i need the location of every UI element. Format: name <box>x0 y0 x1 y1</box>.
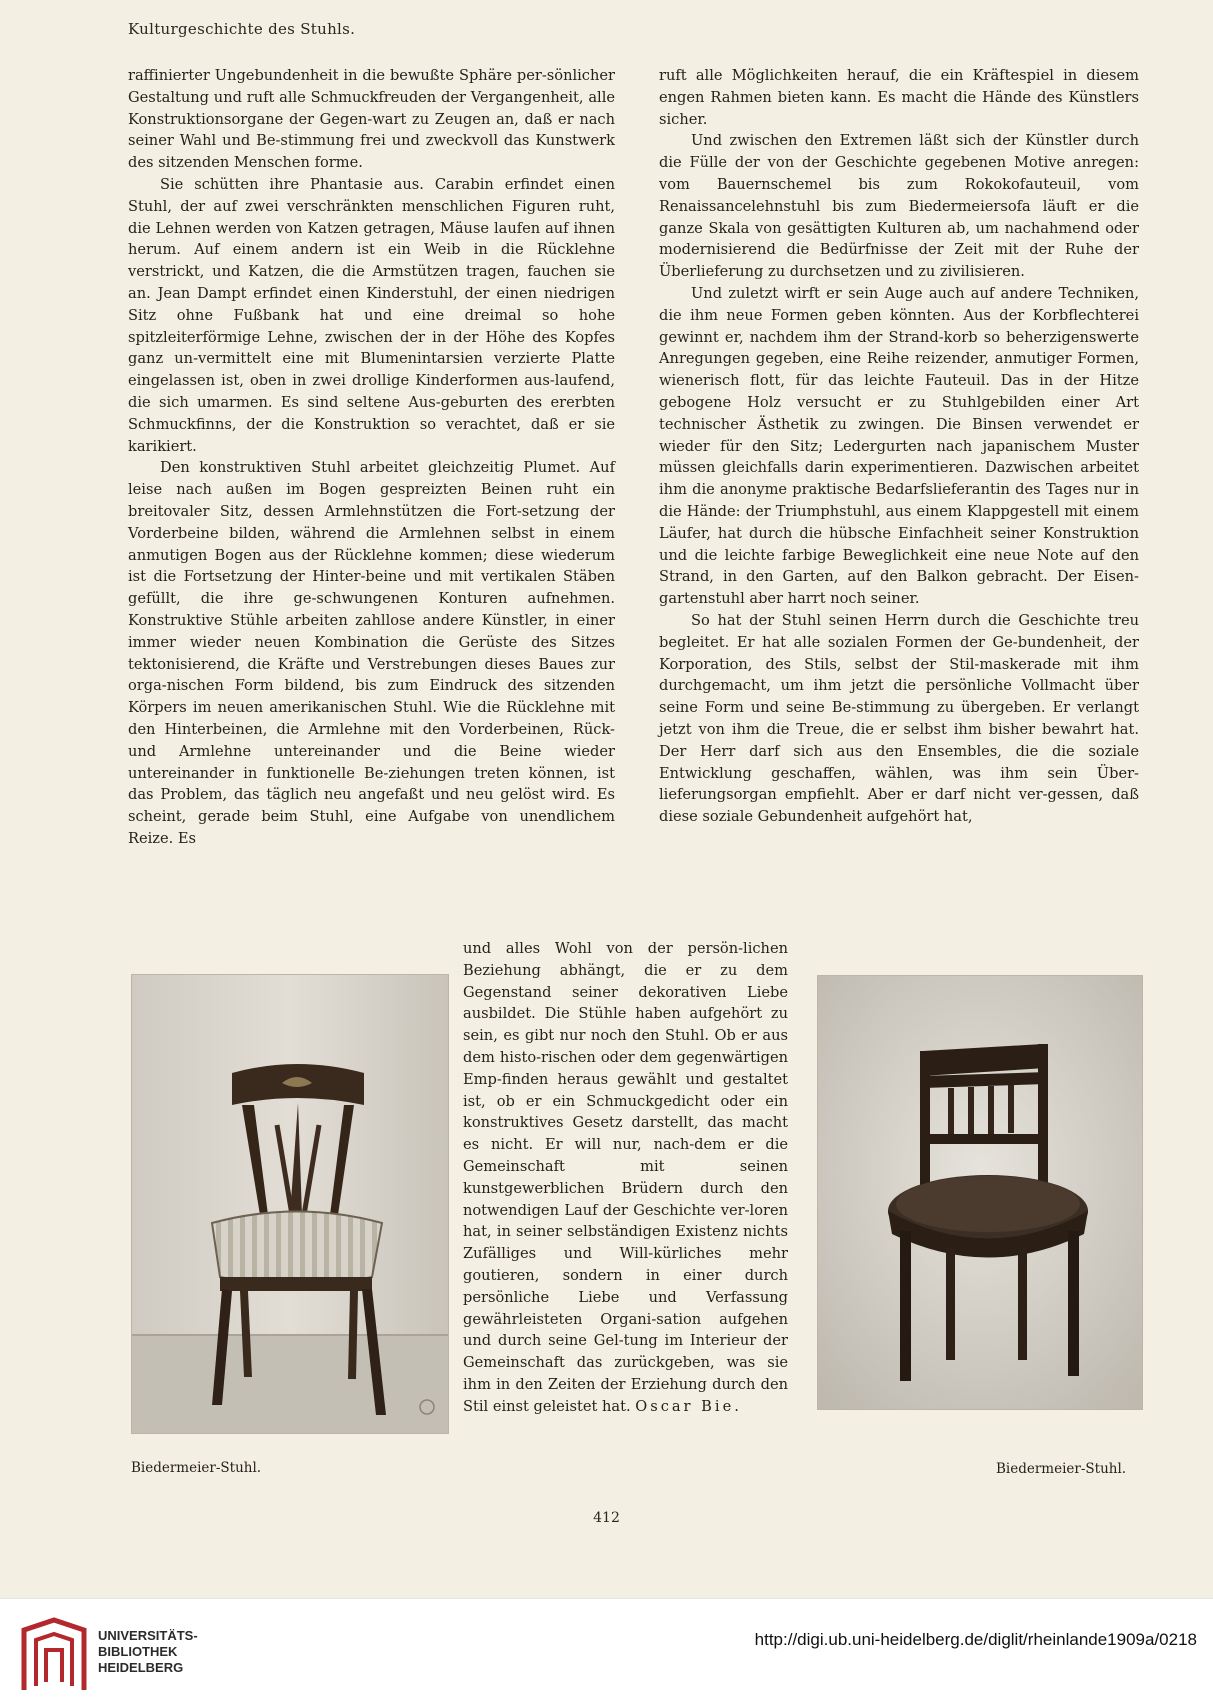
paragraph: ruft alle Möglichkeiten herauf, die ein Kräftespiel in diesem engen Rahmen bieten kann. Es macht die Hände des Künstlers sicher. <box>659 67 1139 128</box>
paragraph <box>463 938 788 1418</box>
paragraph: Sie schütten ihre Phantasie aus. Carabin erfindet einen Stuhl, der auf zwei verschränkten menschlichen Figuren ruht, die Lehnen werden von Katzen getragen, Mäuse laufen auf ihnen herum. Auf einem andern ist ein Weib in die Rücklehne verstrickt, und Katzen, die die Armstützen tragen, fauchen sie an. Jean Dampt erfindet einen Kinderstuhl, der einen niedrigen Sitz ohne Fußbank hat und eine dreimal so hohe spitzleiterförmige Lehne, zwischen der in der Höhe des Kopfes ganz un-vermittelt eine mit Blumenintarsien verzierte Platte eingelassen ist, oben in zwei drollige Kinderformen aus-laufend, die sich umarmen. Es sind seltene Aus-geburten des ererbten Schmuckfinns, der die Konstruktion so verachtet, daß er sie karikiert. <box>128 175 615 455</box>
page-number: 412 <box>593 1510 620 1526</box>
chair-photo-right <box>817 975 1143 1410</box>
author-signature: Oscar Bie. <box>635 1397 742 1415</box>
paragraph: raffinierter Ungebundenheit in die bewußte Sphäre per-sönlicher Gestaltung und ruft alle Schmuckfreuden der Vergangenheit, alle Konstruktionsorgane der Gegen-wart zu Zeugen an, daß er nach seiner Wahl und Be-stimmung frei und zweckvoll das Kunstwerk des sitzenden Menschen forme. <box>128 67 615 172</box>
caption-right: Biedermeier-Stuhl. <box>996 1461 1127 1477</box>
right-text-column <box>659 65 1139 828</box>
paragraph: Den konstruktiven Stuhl arbeitet gleichzeitig Plumet. Auf leise nach außen im Bogen gespreizten Beinen ruht ein breitovaler Sitz, dessen Armlehnstützen die Fort-setzung der Vorderbeine bilden, während die Armlehnen selbst in einem anmutigen Bogen aus der Rücklehne kommen; diese wiederum ist die Fortsetzung der Hinter-beine und mit vertikalen Stäben gefüllt, die ihre ge-schwungenen Konturen aufnehmen. Konstruktive Stühle arbeiten zahllose andere Künstler, in einer immer wieder neuen Kombination die Gerüste des Sitzes tektonisierend, die Kräfte und Verstrebungen dieses Baues zur orga-nischen Form bildend, bis zum Eindruck des sitzenden Körpers im neuen amerikanischen Stuhl. Wie die Rücklehne mit den Hinterbeinen, die Armlehne mit den Vorderbeinen, Rück- und Armlehne untereinander und die Beine wieder untereinander in funktionelle Be-ziehungen treten können, ist das Problem, das täglich neu angefaßt und neu gelöst wird. Es scheint, gerade beim Stuhl, eine Aufgabe von unendlichem Reize. Es <box>128 459 615 847</box>
middle-text-column <box>463 938 788 1418</box>
biedermeier-chair-illustration <box>818 976 1142 1409</box>
source-url-link[interactable]: http://digi.ub.uni-heidelberg.de/diglit/rheinlande1909a/0218 <box>754 1630 1197 1649</box>
paragraph: So hat der Stuhl seinen Herrn durch die Geschichte treu begleitet. Er hat alle sozialen Formen der Ge-bundenheit, der Korporation, des Stils, selbst der Stil-maskerade mit ihm durchgemacht, um ihm jetzt die persönliche Vollmacht über seine Form und seine Be-stimmung zu übergeben. Er verlangt jetzt von ihm die Treue, die er selbst ihm bisher bewahrt hat. Der Herr darf sich aus den Ensembles, die die soziale Entwicklung geschaffen, wählen, was ihm sein Über-lieferungsorgan empfiehlt. Aber er darf nicht ver-gessen, daß diese soziale Gebundenheit aufgehört hat, <box>659 611 1139 826</box>
chair-photo-left <box>131 974 449 1434</box>
left-text-column <box>128 65 615 850</box>
biedermeier-chair-illustration <box>132 975 448 1433</box>
paragraph-text: und alles Wohl von der persön-lichen Beziehung abhängt, die er zu dem Gegenstand seiner dekorativen Liebe ausbildet. Die Stühle haben aufgehört zu sein, es gibt nur noch den Stuhl. Ob er aus dem histo-rischen oder dem gegenwärtigen Emp-finden heraus gewählt und gestaltet ist, ob er ein Schmuckgedicht oder ein konstruktives Gesetz darstellt, das macht es nicht. Er will nur, nach-dem er die Gemeinschaft mit seinen kunstgewerblichen Brüdern durch den notwendigen Lauf der Geschichte ver-loren hat, in seiner selbständigen Existenz nichts Zufälliges und Will-kürliches mehr goutieren, sondern in einer durch persönliche Liebe und Verfassung gewährleisteten Organi-sation aufgehen und durch seine Gel-tung im Interieur der Gemeinschaft das zurückgeben, was sie ihm in den Zeiten der Erziehung durch den Stil einst geleistet hat. <box>463 940 788 1415</box>
caption-left: Biedermeier-Stuhl. <box>131 1460 262 1476</box>
running-head: Kulturgeschichte des Stuhls. <box>128 20 356 38</box>
paragraph: Und zuletzt wirft er sein Auge auch auf andere Techniken, die ihm neue Formen geben könnten. Aus der Korbflechterei gewinnt er, nachdem ihm der Strand-korb so beherzigenswerte Anregungen gegeben, eine Reihe reizender, anmutiger Formen, wienerisch flott, für das leichte Fauteuil. Das in der Hitze gebogene Holz versucht er zu Stuhlgebilden einer Art technischer Ästhetik zu zwingen. Die Binsen verwendet er wieder für den Sitz; Ledergurten nach japanischem Muster müssen gleichfalls darin experimentieren. Dazwischen arbeitet ihm die anonyme praktische Bedarfslieferantin des Tages nur in die Hände: der Triumphstuhl, aus einem Klappgestell mit einem Läufer, hat durch die hübsche Einfachheit seiner Konstruktion und die leichte farbige Beweglichkeit eine neue Note auf den Strand, in den Garten, auf den Balkon gebracht. Der Eisen-gartenstuhl aber harrt noch seiner. <box>659 284 1139 608</box>
university-library-logo-icon[interactable] <box>18 1616 90 1696</box>
paragraph: Und zwischen den Extremen läßt sich der Künstler durch die Fülle der von der Geschichte gegebenen Motive anregen: vom Bauernschemel bis zum Rokokofauteuil, vom Renaissancelehnstuhl bis zum Biedermeiersofa läuft er die ganze Skala von gesättigten Kulturen ab, um nachahmend oder modernisierend die Bedürfnisse der Zeit mit der Ruhe der Überlieferung zu durchsetzen und zu zivilisieren. <box>659 132 1139 281</box>
library-name: UNIVERSITÄTS- BIBLIOTHEK HEIDELBERG <box>98 1628 198 1675</box>
